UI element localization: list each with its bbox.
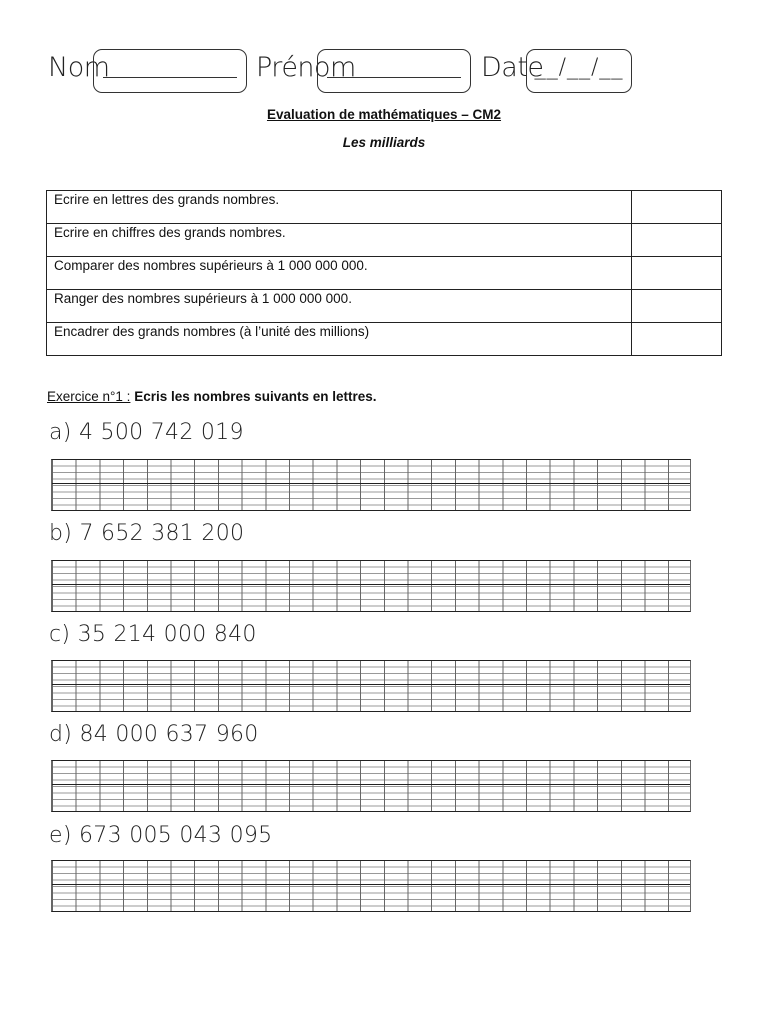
number-item-b: b) 7 652 381 200 xyxy=(49,521,245,546)
number-item-d: d) 84 000 637 960 xyxy=(49,722,259,747)
skill-score-cell[interactable] xyxy=(632,224,722,257)
skill-text: Ranger des nombres supérieurs à 1 000 000 000. xyxy=(47,290,632,323)
writing-grid-a[interactable] xyxy=(51,459,691,511)
prenom-label: Prénom xyxy=(256,52,356,83)
skill-text: Ecrire en chiffres des grands nombres. xyxy=(47,224,632,257)
skill-score-cell[interactable] xyxy=(632,191,722,224)
page-subtitle: Les milliards xyxy=(342,135,426,150)
nom-label: Nom xyxy=(48,52,110,83)
table-row xyxy=(47,224,722,257)
skill-score-cell[interactable] xyxy=(632,257,722,290)
date-field[interactable] xyxy=(526,49,632,93)
number-item-c: c) 35 214 000 840 xyxy=(49,622,257,647)
prenom-field[interactable] xyxy=(317,49,471,93)
date-label: Date xyxy=(481,52,544,83)
number-item-e: e) 673 005 043 095 xyxy=(49,823,273,848)
page-title: Evaluation de mathématiques – CM2 xyxy=(266,107,502,122)
exercise-heading xyxy=(47,389,377,404)
skill-text: Ecrire en lettres des grands nombres. xyxy=(47,191,632,224)
prenom-writing-line xyxy=(327,77,461,78)
nom-writing-line xyxy=(103,77,237,78)
writing-grid-e[interactable] xyxy=(51,860,691,912)
table-row xyxy=(47,290,722,323)
writing-grid-b[interactable] xyxy=(51,560,691,612)
writing-grid-c[interactable] xyxy=(51,660,691,712)
nom-field[interactable] xyxy=(93,49,247,93)
skill-text: Comparer des nombres supérieurs à 1 000 000 000. xyxy=(47,257,632,290)
writing-grid-d[interactable] xyxy=(51,760,691,812)
exercise-instruction: Ecris les nombres suivants en lettres. xyxy=(134,389,377,404)
table-row xyxy=(47,191,722,224)
skills-table xyxy=(46,190,722,356)
table-row xyxy=(47,323,722,356)
skill-score-cell[interactable] xyxy=(632,290,722,323)
date-placeholder: __/__/__ xyxy=(534,55,624,80)
table-row xyxy=(47,257,722,290)
exercise-label: Exercice n°1 : xyxy=(47,389,131,404)
skill-text: Encadrer des grands nombres (à l’unité des millions) xyxy=(47,323,632,356)
skill-score-cell[interactable] xyxy=(632,323,722,356)
number-item-a: a) 4 500 742 019 xyxy=(49,420,244,445)
